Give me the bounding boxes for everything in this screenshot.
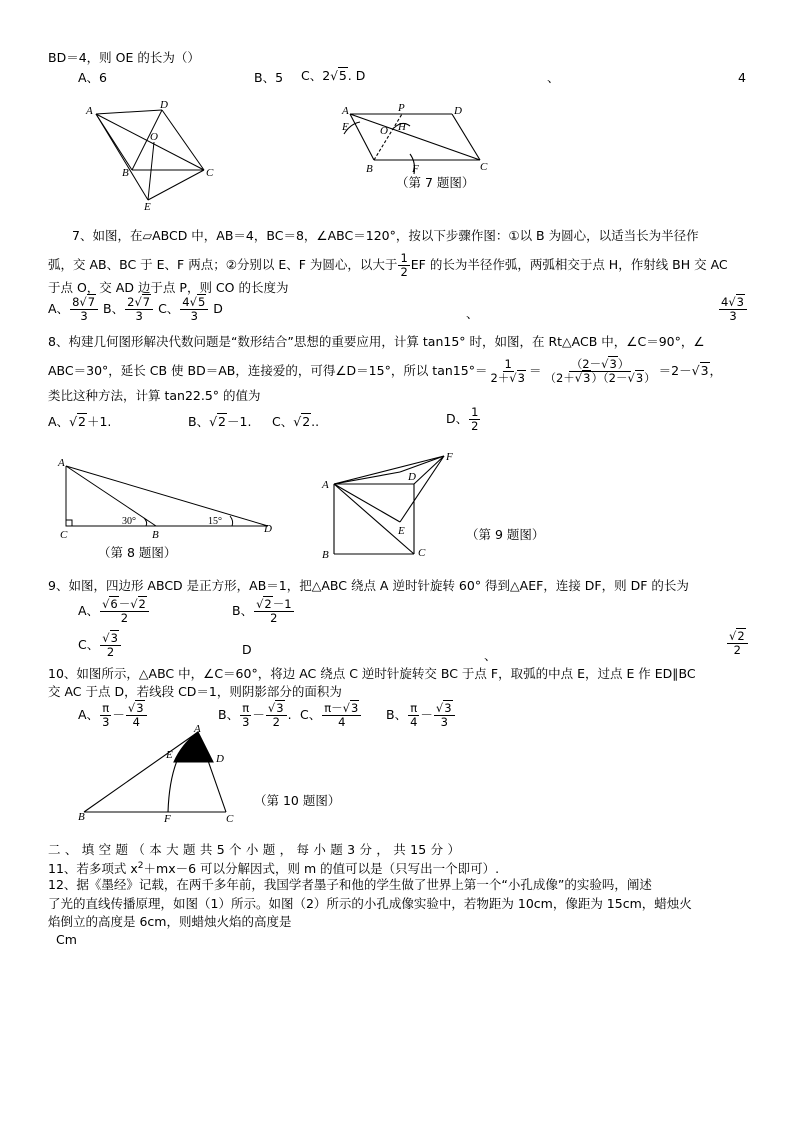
q7-d-den: 3 — [729, 309, 737, 323]
q9-d-rad: 2 — [737, 629, 745, 643]
f9-line-top2 — [400, 456, 444, 472]
q7-c-den: 3 — [190, 309, 198, 323]
q12-line1: 12、据《墨经》记载，在两千多年前，我国学者墨子和他的学生做了世界上第一个“小孔成像”的实验吗，阐述 — [48, 877, 652, 892]
q8-f2-den-b: ）（2－ — [591, 371, 628, 385]
q12-line3: 焰倒立的高度是 6cm，则蜡烛火焰的高度是 — [48, 914, 292, 929]
f9-label-e: E — [398, 525, 405, 537]
q10-d-rden: 3 — [440, 715, 448, 729]
q8-a-rad: 2 — [78, 414, 86, 429]
f9-label-f: F — [446, 451, 453, 463]
q9-option-d: $\frac{√2}{2}$ — [726, 630, 749, 657]
f7-line-dc — [452, 114, 480, 160]
f8-label-d: D — [264, 523, 272, 535]
f6-label-b: B — [122, 167, 129, 179]
q8-d-den: 2 — [471, 419, 479, 433]
f6-label-d: D — [160, 99, 168, 111]
q7-b-rad: 7 — [142, 295, 151, 309]
f6-line-dc — [162, 110, 204, 170]
q8-line2-a: ABC＝30°，延长 CB 使 BD＝AB，连接爱的，可得∠D＝15°，所以 tan15°＝ — [48, 363, 488, 378]
q8-figure-caption: （第 8 题图） — [98, 545, 177, 560]
q10-d-num: π — [410, 701, 418, 715]
q8-f2-den-rad1: 3 — [583, 371, 591, 385]
q7-b-den: 3 — [135, 309, 143, 323]
q11-text — [48, 858, 499, 877]
f7-label-p: P — [398, 102, 405, 114]
q9-c-den: 2 — [106, 645, 115, 659]
q8-option-d — [446, 406, 481, 433]
f6-line-oe — [148, 142, 154, 200]
q7-option-c: $\frac{4√5}{3}$ — [180, 296, 208, 323]
f7-label-o: O — [380, 125, 388, 137]
q10-option-c: C、 $\frac{\pi-√3}{4}$ — [300, 702, 362, 729]
q7-line2-a: 弧，交 AB、BC 于 E、F 两点；②分别以 E、F 为圆心，以大于 — [48, 257, 398, 272]
f7-label-e: E — [342, 121, 349, 133]
q9-option-d-label: D — [242, 642, 252, 657]
q8-f1-den-rad: 3 — [517, 371, 525, 385]
q9-c-pre: C、 — [78, 637, 100, 652]
f7-label-c: C — [480, 161, 488, 173]
f7-label-h: H — [398, 121, 406, 133]
q9-a-rad2: 2 — [138, 597, 146, 611]
f8-line-ad — [66, 466, 268, 526]
q10-d-den: 4 — [410, 715, 418, 729]
q8-line1: 8、构建几何图形解决代数问题是“数形结合”思想的重要应用，计算 tan15° 时，如图，在 Rt△ACB 中，∠C＝90°，∠ — [48, 334, 705, 349]
q6-option-c-radicand: 5 — [338, 68, 347, 83]
q8-frac1: $\frac{1}{2+√3}$ — [490, 357, 525, 385]
q10-c-num-a: π－ — [324, 701, 343, 715]
f10-label-c: C — [226, 813, 234, 825]
f10-label-b: B — [78, 811, 85, 823]
q6-tail: BD＝4，则 OE 的长为（） — [48, 50, 200, 65]
f7-line-ac — [350, 114, 480, 160]
q10-a-den: 3 — [102, 715, 110, 729]
f7-label-f: F — [412, 163, 419, 175]
q6-option-a: A、6 — [78, 70, 108, 85]
f9-label-b: B — [322, 549, 329, 561]
q9-a-mid: － — [118, 597, 131, 611]
q10-b-dot: . — [287, 707, 292, 722]
q7-a-num: 8 — [72, 295, 80, 309]
q7-c-rad: 5 — [197, 295, 206, 309]
f8-line-ab — [66, 466, 156, 526]
f9-line-top — [334, 472, 400, 484]
f9-line-ae — [334, 484, 400, 522]
f10-line-ab — [84, 732, 198, 812]
q10-b-pre: B、 — [218, 707, 240, 722]
q8-eq: ＝ — [528, 363, 542, 378]
f8-angle-arc-d — [230, 516, 233, 526]
f7-label-b: B — [366, 163, 373, 175]
q10-b-num: π — [242, 701, 250, 715]
q8-d-num: 1 — [471, 405, 479, 419]
q9-b-mid: －1 — [272, 597, 292, 611]
f6-label-e: E — [144, 201, 151, 213]
q8-f2-den-rad2: 3 — [635, 371, 644, 385]
q10-b-mid: － — [252, 707, 265, 722]
q9-a-den: 2 — [120, 611, 129, 625]
q7-d-num: 4 — [721, 295, 729, 309]
q8-result-a: ＝2－ — [658, 363, 692, 378]
f7-label-d: D — [454, 105, 462, 117]
q9-a-rad1: 6 — [110, 597, 118, 611]
q6-option-c: C、2√5. D — [301, 68, 366, 83]
q9-b-den: 2 — [270, 611, 278, 625]
q10-b-den: 3 — [242, 715, 250, 729]
q12-unit: Cm — [56, 932, 77, 947]
q8-b-rad: 2 — [218, 414, 226, 429]
f6-label-o: O — [150, 131, 158, 143]
figure-q9 — [318, 450, 458, 560]
q7-option-b: $\frac{2√7}{3}$ — [125, 296, 153, 323]
f10-shaded-region — [174, 732, 213, 762]
q8-option-b: B、√2－1. — [188, 414, 252, 429]
q7-a-rad: 7 — [87, 295, 96, 309]
q10-a-mid: － — [112, 707, 125, 722]
q10-c-pre: C、 — [300, 707, 322, 722]
q8-option-c: C、√2.. — [272, 414, 320, 429]
f10-label-f: F — [164, 813, 171, 825]
q9-b-pre: B、 — [232, 603, 254, 618]
figure-q8 — [56, 457, 286, 541]
q8-f2-num-rad: 3 — [609, 357, 617, 371]
q10-b-rden: 2 — [272, 715, 280, 729]
q6-option-c-suffix: . D — [347, 68, 366, 83]
q10-figure-caption: （第 10 题图） — [254, 793, 341, 808]
q7-d-rad: 3 — [736, 295, 744, 309]
q6-option-b: B、5 — [254, 70, 284, 85]
q9-option-a: A、 $\frac{√6-√2}{2}$ — [78, 598, 150, 625]
q7-option-a: $\frac{8√7}{3}$ — [70, 296, 98, 323]
q9-option-c: C、 $\frac{√3}{2}$ — [78, 632, 122, 659]
q8-c-pre: C、 — [272, 414, 294, 429]
f8-label-c: C — [60, 529, 68, 541]
q7-option-c-label: C、 — [154, 301, 180, 316]
q10-a-rden: 4 — [132, 715, 140, 729]
q9-b-rad: 2 — [264, 597, 272, 611]
f8-angle-30: 30° — [122, 516, 136, 527]
q7-half-fraction — [398, 252, 409, 279]
q7-half-den: 2 — [400, 265, 408, 279]
q8-f2-den-c: ） — [644, 371, 656, 385]
q8-option-a: A、√2＋1. — [48, 414, 112, 429]
f8-label-a: A — [58, 457, 65, 469]
q10-d-rnum: 3 — [444, 701, 452, 715]
q10-a-rnum: 3 — [136, 701, 144, 715]
q10-d-mid: － — [420, 707, 433, 722]
q10-c-num-rad: 3 — [351, 701, 359, 715]
f9-label-a: A — [322, 479, 329, 491]
q7-line2 — [48, 252, 728, 279]
q10-option-b: B、 $\frac{\pi}{3}$ － $\frac{√3}{2}$ . — [218, 701, 292, 729]
q10-option-a: A、 $\frac{\pi}{3}$ － $\frac{√3}{4}$ — [78, 702, 148, 729]
f6-line-ae — [96, 114, 148, 200]
q11-exponent: 2 — [137, 861, 144, 871]
q7-a-den: 3 — [80, 309, 88, 323]
q7-figure-caption: （第 7 题图） — [396, 175, 475, 190]
figure-q10 — [78, 723, 268, 825]
q8-f2-num-a: （2－ — [570, 357, 602, 371]
q7-separator: 、 — [466, 306, 479, 321]
q10-line2: 交 AC 于点 D，若线段 CD＝1，则阴影部分的面积为 — [48, 684, 342, 699]
f9-label-c: C — [418, 547, 426, 559]
f7-label-a: A — [342, 105, 349, 117]
f6-label-a: A — [86, 105, 93, 117]
q6-option-c-coef: C、2 — [301, 68, 331, 83]
q10-line1: 10、如图所示，△ABC 中，∠C＝60°，将边 AC 绕点 C 逆时针旋转交 BC 于点 F，取弧的中点 E，过点 E 作 ED∥BC — [48, 666, 696, 681]
q8-line2: ABC＝30°，延长 CB 使 BD＝AB，连接爱的，可得∠D＝15°，所以 tan15°＝ $\frac{1}{2+√3}$ ＝ $\frac{(2-√3)}{(2+√3)(2-√3)}$ ＝2－√3， — [48, 357, 723, 385]
q7-options — [48, 296, 223, 323]
q7-option-d: $\frac{4√3}{3}$ — [718, 296, 748, 323]
f9-label-d: D — [408, 471, 416, 483]
q8-f1-den-a: 2＋ — [490, 371, 510, 385]
q7-option-d-label: D — [209, 301, 223, 316]
q8-f2-num-b: ） — [617, 357, 630, 371]
f8-label-b: B — [152, 529, 159, 541]
q8-b-suf: －1. — [227, 414, 252, 429]
q8-c-rad: 2 — [302, 414, 311, 429]
q7-line1: 7、如图，在▱ABCD 中，AB＝4，BC＝8，∠ABC＝120°，按以下步骤作图：①以 B 为圆心，以适当长为半径作 — [72, 228, 699, 243]
q8-result-rad: 3 — [700, 363, 709, 378]
q6-separator: 、 — [547, 70, 560, 85]
q12-line2: 了光的直线传播原理，如图（1）所示。如图（2）所示的小孔成像实验中，若物距为 10cm，像距为 15cm，蜡烛火 — [48, 896, 692, 911]
f10-label-a: A — [194, 723, 201, 735]
q8-f2-den-a: （2＋ — [544, 371, 575, 385]
f8-right-angle — [66, 520, 72, 526]
q8-a-suf: ＋1. — [86, 414, 112, 429]
f6-label-c: C — [206, 167, 214, 179]
q9-c-rad: 3 — [110, 631, 118, 645]
q8-c-suf: .. — [311, 414, 320, 429]
q7-option-b-label: B、 — [99, 301, 125, 316]
q9-separator: 、 — [484, 648, 497, 663]
f8-angle-15: 15° — [208, 516, 222, 527]
q10-b-rnum: 3 — [276, 701, 284, 715]
q10-a-pre: A、 — [78, 707, 100, 722]
q7-option-a-label: A、 — [48, 301, 70, 316]
q9-d-den: 2 — [733, 643, 741, 657]
q10-option-d: B、 $\frac{\pi}{4}$ － $\frac{√3}{3}$ — [386, 702, 456, 729]
q8-line3: 类比这种方法，计算 tan22.5° 的值为 — [48, 388, 261, 403]
q7-c-num: 4 — [182, 295, 190, 309]
q6-option-d: 4 — [738, 70, 746, 85]
f6-line-ec — [148, 170, 204, 200]
q11-text-b: ＋mx－6 可以分解因式，则 m 的值可以是（只写出一个即可）. — [143, 861, 500, 877]
q7-half-num: 1 — [400, 251, 408, 265]
q8-b-pre: B、 — [188, 414, 210, 429]
q10-c-den: 4 — [338, 715, 346, 729]
q9-line1: 9、如图，四边形 ABCD 是正方形，AB＝1，把△ABC 绕点 A 逆时针旋转 60° 得到△AEF，连接 DF，则 DF 的长为 — [48, 578, 689, 593]
f6-line-ad — [96, 110, 162, 114]
q9-option-b: B、 $\frac{√2-1}{2}$ — [232, 597, 292, 625]
q9-figure-caption: （第 9 题图） — [466, 527, 545, 542]
figure-q6 — [84, 99, 224, 213]
q8-frac2: $\frac{(2-√3)}{(2+√3)(2-√3)}$ — [544, 357, 656, 385]
q9-a-pre: A、 — [78, 603, 100, 618]
q8-d-pre: D、 — [446, 411, 469, 426]
f10-label-e: E — [166, 749, 173, 761]
q10-a-num: π — [102, 701, 110, 715]
q7-line2-b: EF 的长为半径作弧，两弧相交于点 H，作射线 BH 交 AC — [410, 257, 728, 272]
section2-heading: 二 、 填 空 题 （ 本 大 题 共 5 个 小 题 ， 每 小 题 3 分 ， 共 15 分 ） — [48, 842, 461, 857]
q8-a-pre: A、 — [48, 414, 70, 429]
q7-line3: 于点 O，交 AD 边于点 P，则 CO 的长度为 — [48, 280, 289, 295]
q8-f1-num: 1 — [504, 357, 512, 371]
f10-label-d: D — [216, 753, 224, 765]
q10-d-pre: B、 — [386, 707, 408, 722]
q7-b-num: 2 — [127, 295, 135, 309]
q11-text-a: 11、若多项式 x — [48, 861, 138, 877]
q8-result-b: ， — [709, 363, 723, 378]
